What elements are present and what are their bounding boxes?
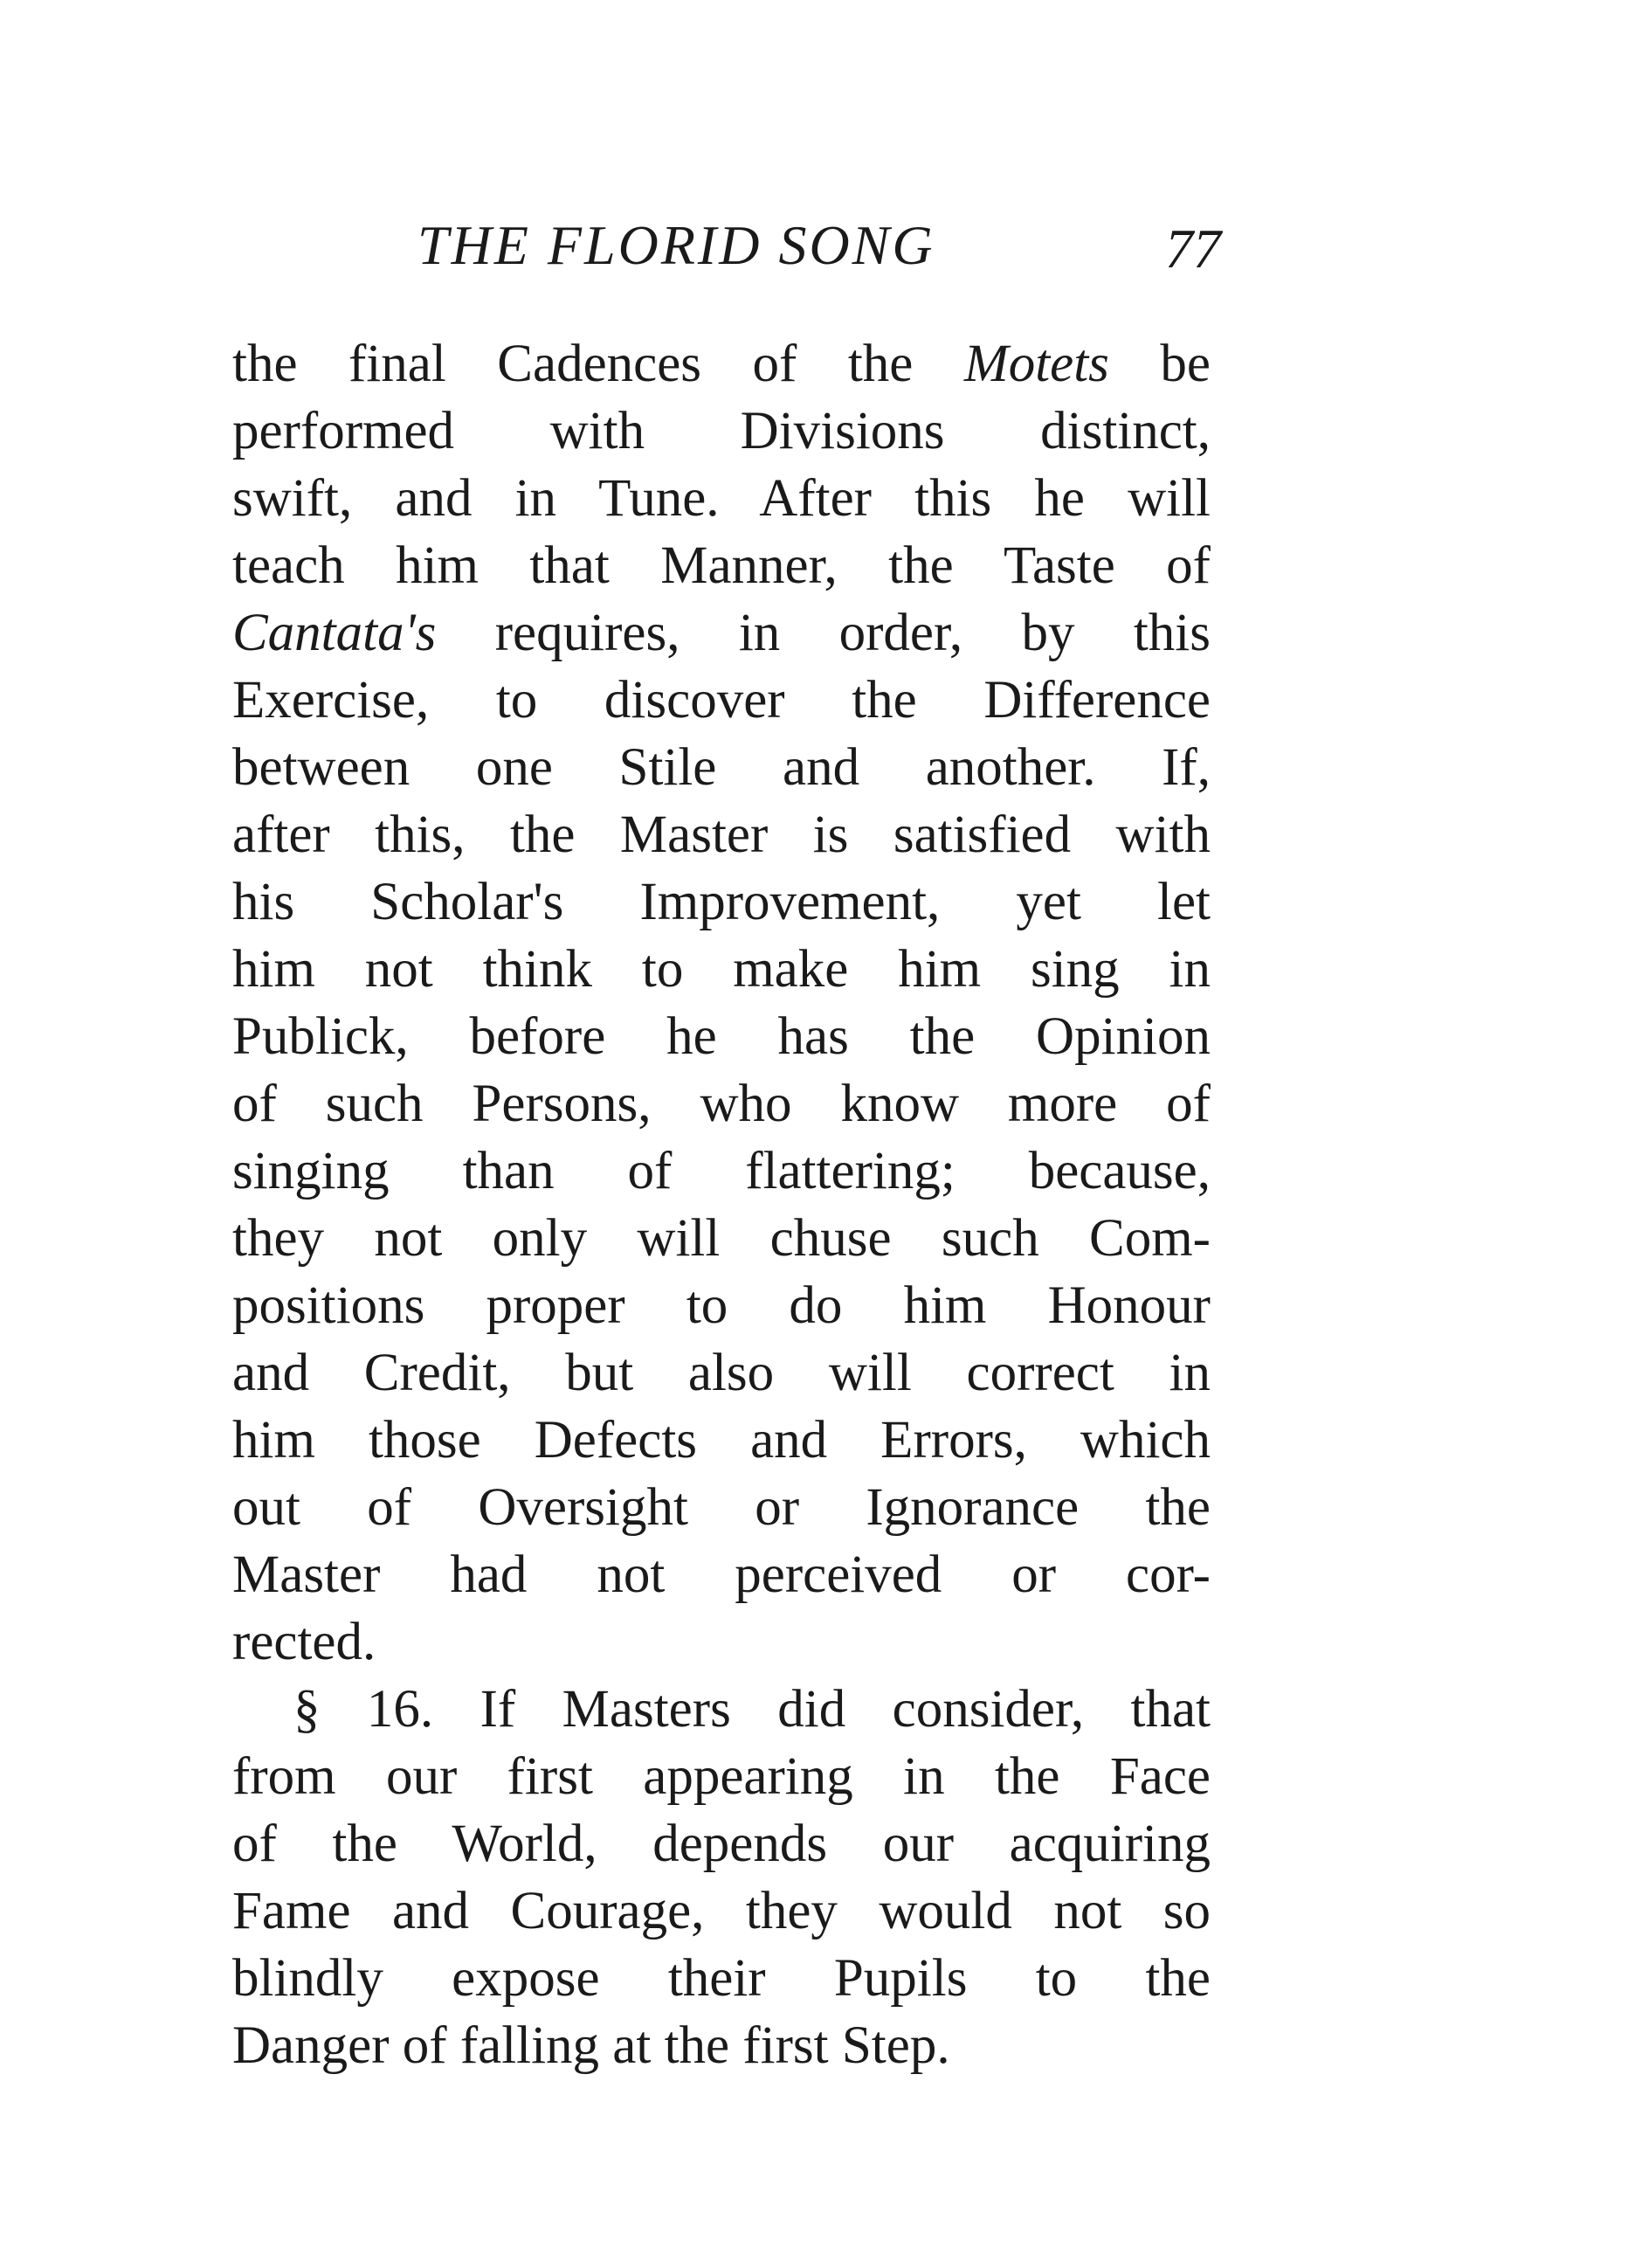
text-line: § 16. If Masters did consider, that [293, 1680, 1211, 1739]
text-line: out of Oversight or Ignorance the [232, 1478, 1211, 1537]
text-line: they not only will chuse such Com- [232, 1209, 1211, 1268]
body-text [232, 330, 1211, 2079]
text-line: between one Stile and another. If, [232, 738, 1211, 797]
running-title: THE FLORID SONG [417, 214, 935, 276]
text-line: him not think to make him sing in [232, 940, 1211, 999]
text-line: of the World, depends our acquiring [232, 1815, 1211, 1873]
text-line: positions proper to do him Honour [232, 1276, 1211, 1335]
text-line: and Credit, but also will correct in [232, 1344, 1211, 1402]
page-number: 77 [1165, 218, 1221, 280]
text-line: Danger of falling at the first Step. [232, 2016, 950, 2075]
text-line: teach him that Manner, the Taste of [232, 536, 1211, 595]
text-line: after this, the Master is satisfied with [232, 806, 1211, 864]
text-line: Cantata's requires, in order, by this [232, 604, 1211, 662]
text-line: swift, and in Tune. After this he will [232, 469, 1211, 528]
text-line: Fame and Courage, they would not so [232, 1882, 1211, 1940]
text-line: blindly expose their Pupils to the [232, 1949, 1211, 2008]
text-line: his Scholar's Improvement, yet let [232, 873, 1211, 931]
text-line: singing than of flattering; because, [232, 1142, 1211, 1200]
text-line: Publick, before he has the Opinion [232, 1007, 1211, 1066]
text-line: Exercise, to discover the Difference [232, 671, 1211, 729]
text-line: him those Defects and Errors, which [232, 1411, 1211, 1469]
text-line: rected. [232, 1613, 376, 1671]
text-line: performed with Divisions distinct, [232, 402, 1211, 460]
page-header [417, 206, 1221, 285]
text-line: of such Persons, who know more of [232, 1075, 1211, 1133]
text-line: Master had not perceived or cor- [232, 1545, 1211, 1604]
text-line: the final Cadences of the Motets be [232, 335, 1211, 393]
text-line: from our first appearing in the Face [232, 1747, 1211, 1806]
